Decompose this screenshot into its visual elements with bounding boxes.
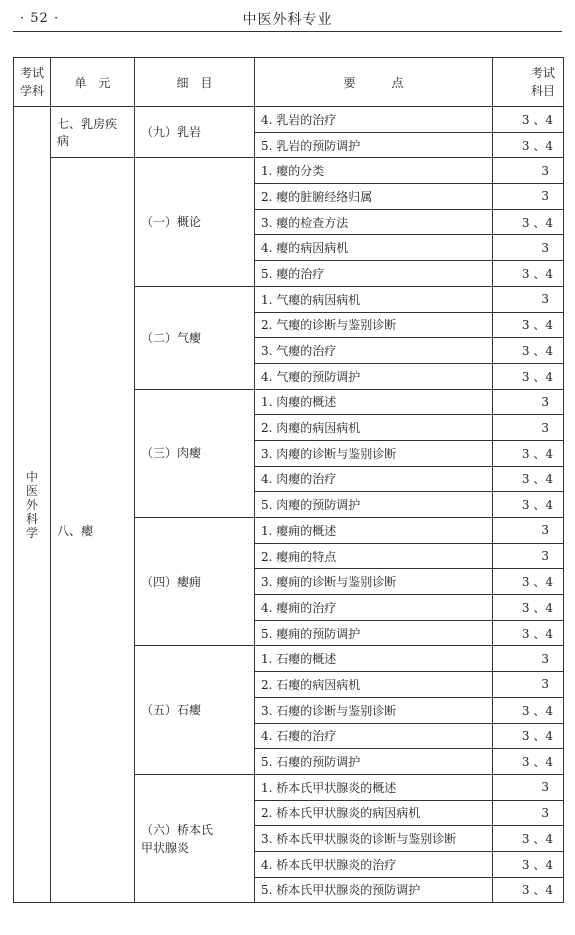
page-title: 中医外科专业 <box>242 12 333 28</box>
exam-cell: 3 、4 <box>493 261 564 287</box>
table-row <box>14 158 564 184</box>
exam-cell: 3 、4 <box>493 826 564 852</box>
point-cell: 5. 瘿的治疗 <box>255 261 493 287</box>
exam-cell: 3 、4 <box>493 851 564 877</box>
exam-cell: 3 <box>493 543 564 569</box>
point-cell: 2. 气瘿的诊断与鉴别诊断 <box>255 312 493 338</box>
point-cell: 2. 肉瘿的病因病机 <box>255 415 493 441</box>
point-cell: 1. 肉瘿的概述 <box>255 389 493 415</box>
exam-cell: 3 <box>493 158 564 184</box>
item-cell: （四）瘿痈 <box>135 518 255 646</box>
exam-cell: 3 、4 <box>493 569 564 595</box>
point-cell: 1. 瘿的分类 <box>255 158 493 184</box>
syllabus-table-body <box>14 58 564 903</box>
exam-cell: 3 <box>493 235 564 261</box>
point-cell: 4. 瘿的病因病机 <box>255 235 493 261</box>
discipline-char: 中 <box>25 469 38 484</box>
exam-cell: 3 <box>493 389 564 415</box>
discipline-char: 外 <box>25 497 38 512</box>
item-cell: （五）石瘿 <box>135 646 255 774</box>
point-cell: 2. 石瘿的病因病机 <box>255 672 493 698</box>
exam-cell: 3 、4 <box>493 723 564 749</box>
exam-cell: 3 <box>493 286 564 312</box>
exam-cell: 3 、4 <box>493 312 564 338</box>
point-cell: 1. 桥本氏甲状腺炎的概述 <box>255 774 493 800</box>
exam-cell: 3 <box>493 800 564 826</box>
header-exam <box>493 58 564 107</box>
page-header <box>0 0 575 34</box>
header-unit: 单 元 <box>51 58 135 107</box>
unit-cell: 七、乳房疾病 <box>51 107 135 158</box>
exam-cell: 3 、4 <box>493 466 564 492</box>
point-cell: 3. 瘿痈的诊断与鉴别诊断 <box>255 569 493 595</box>
exam-cell: 3 、4 <box>493 440 564 466</box>
exam-cell: 3 、4 <box>493 209 564 235</box>
point-cell: 3. 肉瘿的诊断与鉴别诊断 <box>255 440 493 466</box>
exam-cell: 3 、4 <box>493 697 564 723</box>
discipline-char: 科 <box>25 511 38 526</box>
discipline-char: 医 <box>25 483 38 498</box>
point-cell: 5. 石瘿的预防调护 <box>255 749 493 775</box>
point-cell: 1. 石瘿的概述 <box>255 646 493 672</box>
page-number: · 52 · <box>20 11 60 26</box>
point-cell: 5. 乳岩的预防调护 <box>255 132 493 158</box>
exam-cell: 3 <box>493 646 564 672</box>
exam-cell: 3 <box>493 672 564 698</box>
exam-cell: 3 、4 <box>493 877 564 903</box>
point-cell: 4. 桥本氏甲状腺炎的治疗 <box>255 851 493 877</box>
discipline-cell <box>14 107 51 903</box>
point-cell: 5. 瘿痈的预防调护 <box>255 620 493 646</box>
exam-cell: 3 、4 <box>493 492 564 518</box>
point-cell: 3. 桥本氏甲状腺炎的诊断与鉴别诊断 <box>255 826 493 852</box>
exam-cell: 3 、4 <box>493 595 564 621</box>
syllabus-table <box>13 57 564 903</box>
exam-cell: 3 、4 <box>493 620 564 646</box>
header-subject <box>14 58 51 107</box>
header-rule <box>13 31 562 32</box>
discipline-char: 学 <box>25 525 38 540</box>
point-cell: 4. 肉瘿的治疗 <box>255 466 493 492</box>
exam-cell: 3 、4 <box>493 363 564 389</box>
exam-cell: 3 、4 <box>493 749 564 775</box>
exam-cell: 3 <box>493 184 564 210</box>
table-row <box>14 107 564 133</box>
header-points: 要 点 <box>255 58 493 107</box>
exam-cell: 3 <box>493 415 564 441</box>
exam-cell: 3 、4 <box>493 132 564 158</box>
point-cell: 3. 气瘿的治疗 <box>255 338 493 364</box>
point-cell: 1. 气瘿的病因病机 <box>255 286 493 312</box>
point-cell: 4. 气瘿的预防调护 <box>255 363 493 389</box>
exam-cell: 3 <box>493 518 564 544</box>
item-cell: （六）桥本氏甲状腺炎 <box>135 774 255 902</box>
point-cell: 5. 桥本氏甲状腺炎的预防调护 <box>255 877 493 903</box>
point-cell: 3. 石瘿的诊断与鉴别诊断 <box>255 697 493 723</box>
header-row <box>14 58 564 107</box>
point-cell: 4. 乳岩的治疗 <box>255 107 493 133</box>
point-cell: 5. 肉瘿的预防调护 <box>255 492 493 518</box>
point-cell: 2. 瘿的脏腑经络归属 <box>255 184 493 210</box>
point-cell: 2. 瘿痈的特点 <box>255 543 493 569</box>
point-cell: 3. 瘿的检查方法 <box>255 209 493 235</box>
point-cell: 4. 石瘿的治疗 <box>255 723 493 749</box>
exam-cell: 3 、4 <box>493 338 564 364</box>
header-item: 细 目 <box>135 58 255 107</box>
exam-cell: 3 、4 <box>493 107 564 133</box>
point-cell: 1. 瘿痈的概述 <box>255 518 493 544</box>
header-exam-label: 考试 科目 <box>530 66 555 98</box>
unit-cell: 八、瘿 <box>51 158 135 903</box>
item-cell: （一）概论 <box>135 158 255 286</box>
item-cell: （二）气瘿 <box>135 286 255 389</box>
item-cell: （九）乳岩 <box>135 107 255 158</box>
item-cell: （三）肉瘿 <box>135 389 255 517</box>
exam-cell: 3 <box>493 774 564 800</box>
point-cell: 4. 瘿痈的治疗 <box>255 595 493 621</box>
point-cell: 2. 桥本氏甲状腺炎的病因病机 <box>255 800 493 826</box>
header-subject-label: 考试 学科 <box>20 66 45 98</box>
